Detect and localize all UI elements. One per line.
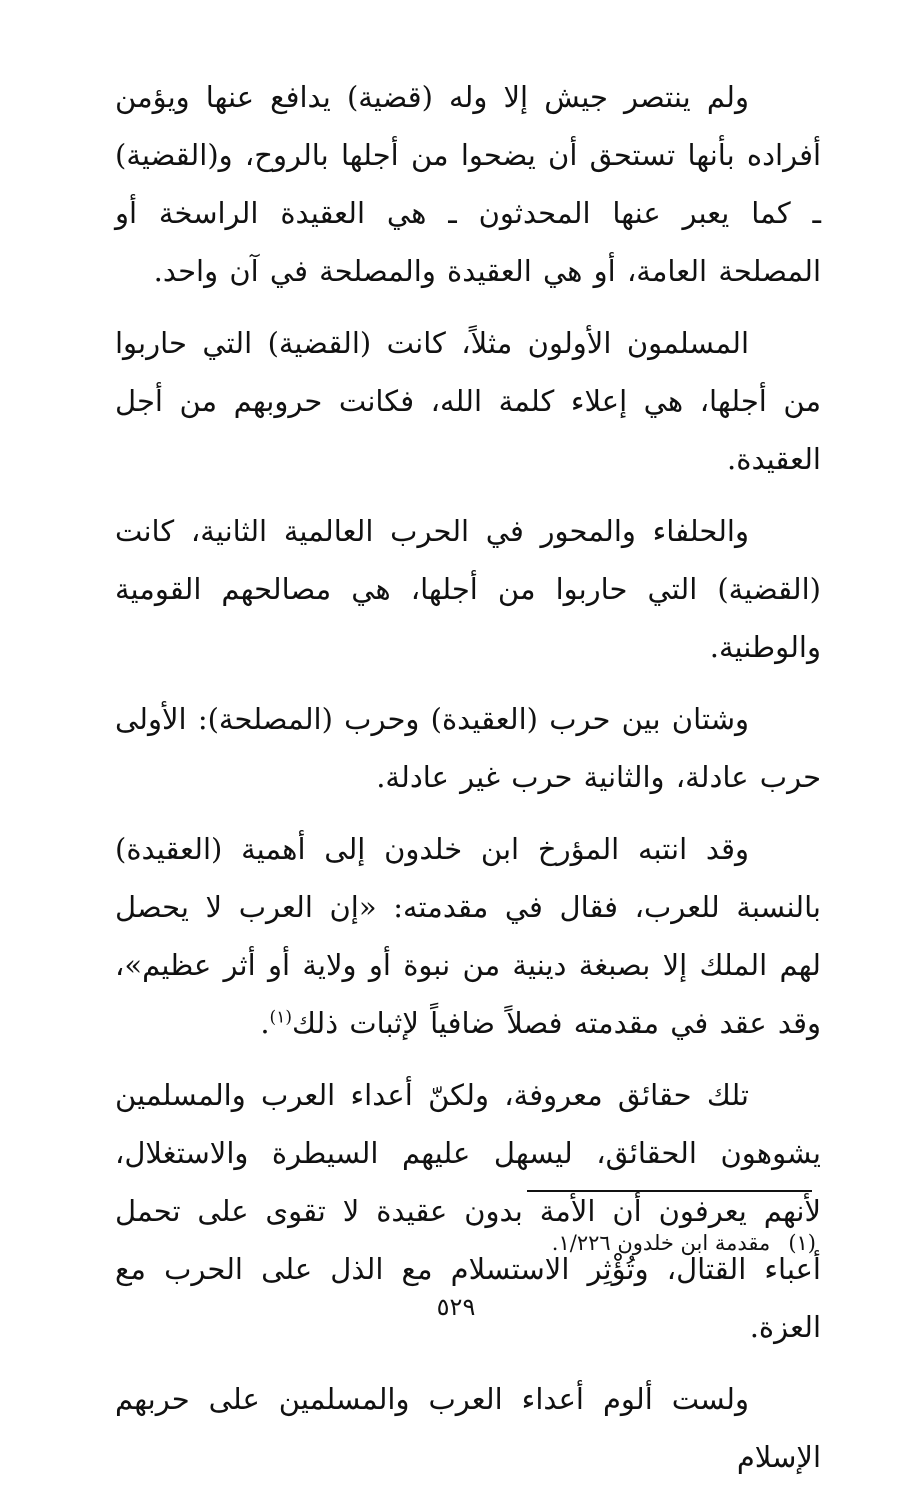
body-text bbox=[115, 68, 821, 1500]
paragraph-3: والحلفاء والمحور في الحرب العالمية الثانية، كانت (القضية) التي حاربوا من أجلها، هي مصالحهم القومية والوطنية. bbox=[115, 514, 821, 664]
paragraph-4: وشتان بين حرب (العقيدة) وحرب (المصلحة): الأولى حرب عادلة، والثانية حرب غير عادلة. bbox=[115, 702, 821, 794]
paragraph-5-text: وقد انتبه المؤرخ ابن خلدون إلى أهمية (العقيدة) بالنسبة للعرب، فقال في مقدمته: «إن العرب لا يحصل لهم الملك إلا بصبغة دينية من نبوة أو ولاية أو أثر عظيم»، وقد عقد في مقدمته فصلاً ضافياً لإثبات ذلك bbox=[115, 832, 821, 1040]
footnote-text: مقدمة ابن خلدون ١/٢٢٦. bbox=[551, 1231, 771, 1255]
footnote bbox=[216, 1226, 816, 1260]
paragraph-1: ولم ينتصر جيش إلا وله (قضية) يدافع عنها ويؤمن أفراده بأنها تستحق أن يضحوا من أجلها بالروح، و(القضية) ـ كما يعبر عنها المحدثون ـ هي العقيدة الراسخة أو المصلحة العامة، أو هي العقيدة والمصلحة في آن واحد. bbox=[115, 80, 821, 288]
paragraph-6: تلك حقائق معروفة، ولكنّ أعداء العرب والمسلمين يشوهون الحقائق، ليسهل عليهم السيطرة والاستغلال، لأنهم يعرفون أن الأمة بدون عقيدة لا تقوى على تحمل أعباء القتال، وتُؤْثِر الاستسلام مع الذل على الحرب مع العزة. bbox=[115, 1078, 821, 1344]
footnote-divider bbox=[527, 1190, 812, 1192]
paragraph-5-period: . bbox=[260, 1006, 270, 1040]
paragraph-7: ولست ألوم أعداء العرب والمسلمين على حربهم الإسلام bbox=[115, 1382, 821, 1474]
footnote-marker: (١) bbox=[269, 1007, 292, 1028]
footnote-number: (١) bbox=[788, 1231, 816, 1255]
page-number: ٥٢٩ bbox=[436, 1293, 476, 1321]
paragraph-5 bbox=[115, 820, 821, 1052]
paragraph-2: المسلمون الأولون مثلاً، كانت (القضية) التي حاربوا من أجلها، هي إعلاء كلمة الله، فكانت حروبهم من أجل العقيدة. bbox=[115, 326, 821, 476]
